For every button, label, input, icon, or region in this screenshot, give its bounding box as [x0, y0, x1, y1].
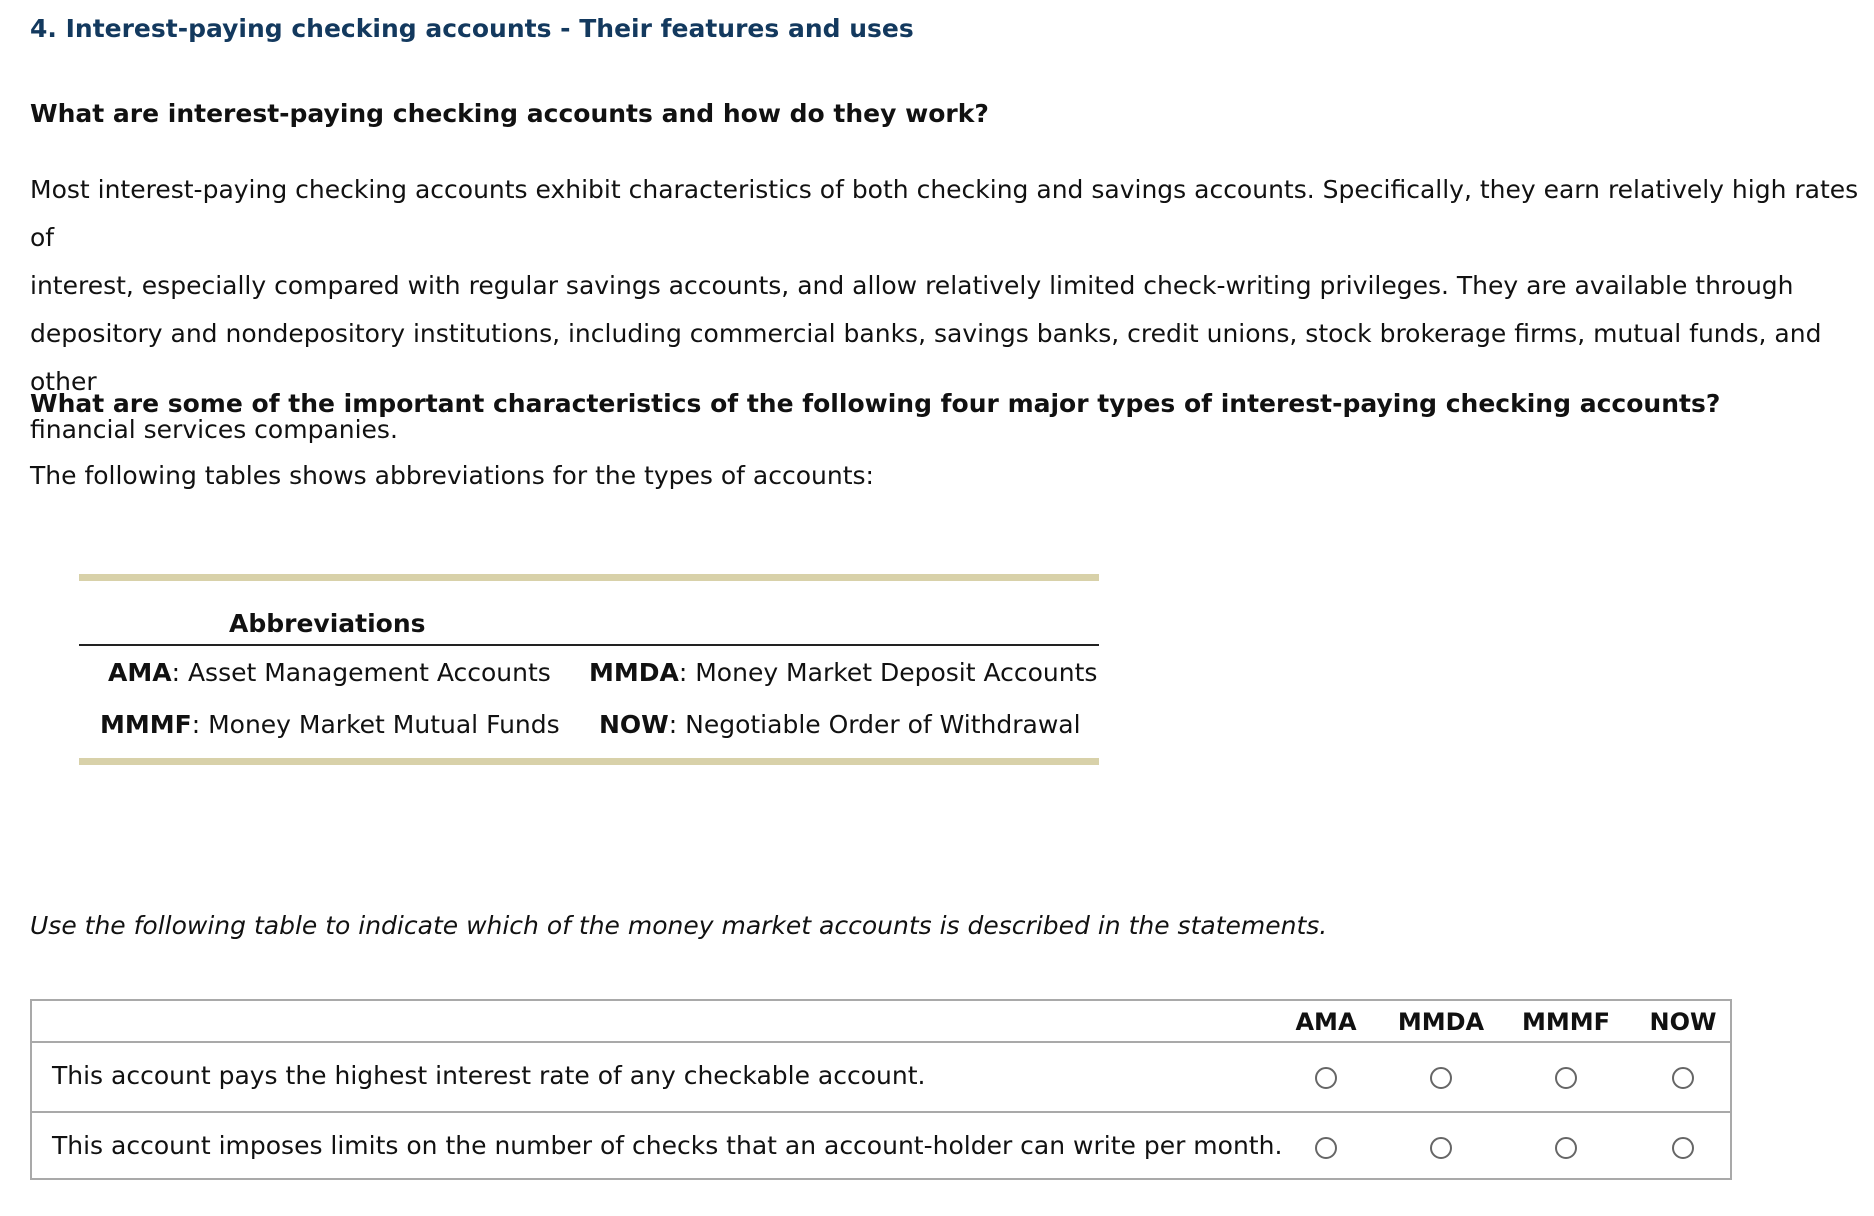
statement-row	[32, 1111, 1730, 1181]
section-title: 4. Interest-paying checking accounts - Their features and uses	[30, 14, 914, 43]
abbreviations-header-label: Abbreviations	[229, 609, 426, 638]
radio-ama[interactable]	[1315, 1067, 1337, 1089]
radio-mmmf[interactable]	[1555, 1137, 1577, 1159]
abbreviation-row	[79, 646, 1099, 698]
abbreviation-entry-mmmf: MMMF: Money Market Mutual Funds	[100, 710, 560, 739]
statement-row	[32, 1043, 1730, 1111]
radio-now[interactable]	[1672, 1137, 1694, 1159]
question-heading-1: What are interest-paying checking accounts and how do they work?	[30, 99, 989, 128]
statement-text: This account pays the highest interest rate of any checkable account.	[52, 1061, 926, 1090]
column-header-mmmf: MMMF	[1521, 1008, 1611, 1036]
paragraph-line: interest, especially compared with regular savings accounts, and allow relatively limited check-writing privileges. They are available through	[30, 271, 1794, 300]
abbreviations-table	[79, 574, 1099, 750]
radio-now[interactable]	[1672, 1067, 1694, 1089]
answer-table-header	[32, 1001, 1730, 1043]
instruction-text: Use the following table to indicate which of the money market accounts is described in the statements.	[30, 911, 1328, 940]
column-header-ama: AMA	[1295, 1008, 1357, 1036]
abbreviation-row	[79, 698, 1099, 750]
paragraph-line: financial services companies.	[30, 415, 398, 444]
radio-mmda[interactable]	[1430, 1067, 1452, 1089]
abbreviations-header	[79, 581, 1099, 646]
column-header-mmda: MMDA	[1397, 1008, 1485, 1036]
radio-mmda[interactable]	[1430, 1137, 1452, 1159]
abbreviation-entry-ama: AMA: Asset Management Accounts	[108, 658, 551, 687]
intro-text: The following tables shows abbreviations for the types of accounts:	[30, 461, 874, 490]
answer-table	[30, 999, 1732, 1180]
paragraph-line: depository and nondepository institutions, including commercial banks, savings banks, credit unions, stock brokerage firms, mutual funds, and other	[30, 319, 1822, 396]
question-heading-2: What are some of the important characteristics of the following four major types of interest-paying checking accounts?	[30, 389, 1721, 418]
radio-ama[interactable]	[1315, 1137, 1337, 1159]
paragraph-line: Most interest-paying checking accounts exhibit characteristics of both checking and savings accounts. Specifically, they earn relatively high rates of	[30, 175, 1859, 252]
abbreviation-entry-now: NOW: Negotiable Order of Withdrawal	[599, 710, 1081, 739]
statement-text: This account imposes limits on the number of checks that an account-holder can write per month.	[52, 1131, 1283, 1160]
abbreviation-entry-mmda: MMDA: Money Market Deposit Accounts	[589, 658, 1098, 687]
table-bottom-rule	[79, 758, 1099, 765]
table-top-rule	[79, 574, 1099, 581]
radio-mmmf[interactable]	[1555, 1067, 1577, 1089]
column-header-now: NOW	[1649, 1008, 1717, 1036]
